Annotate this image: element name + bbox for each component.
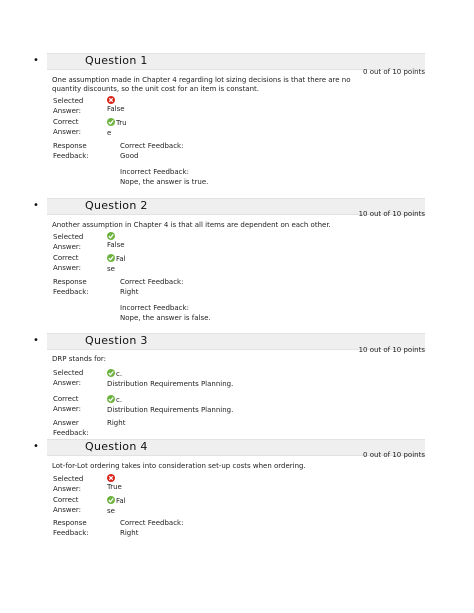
- correct-feedback-label: Correct Feedback:: [120, 519, 184, 527]
- incorrect-icon: [107, 96, 115, 104]
- question-title: Question 1: [85, 54, 148, 67]
- bullet: •: [33, 55, 39, 66]
- question-title: Question 3: [85, 334, 148, 347]
- selected-answer: [107, 232, 125, 251]
- selected-answer-value: True: [107, 483, 122, 491]
- answer-feedback-label: Answer Feedback:: [53, 419, 89, 437]
- incorrect-feedback: Nope, the answer is true.: [120, 177, 209, 186]
- correct-icon: [107, 118, 115, 126]
- question-title: Question 2: [85, 199, 148, 212]
- correct-answer-value: True: [107, 119, 127, 137]
- response-feedback-label: Response Feedback:: [53, 519, 89, 537]
- correct-answer: [107, 118, 129, 138]
- selected-answer-value: False: [107, 105, 125, 113]
- correct-icon: [107, 254, 115, 262]
- bullet: •: [33, 441, 39, 452]
- correct-feedback: Good: [120, 151, 139, 160]
- correct-icon: [107, 496, 115, 504]
- question-text: Lot-for-Lot ordering takes into consideration set-up costs when ordering.: [52, 462, 306, 470]
- question-points: 0 out of 10 points: [363, 451, 425, 459]
- correct-icon: [107, 395, 115, 403]
- question-points: 10 out of 10 points: [358, 210, 425, 218]
- correct-answer-label: Correct Answer:: [53, 395, 82, 413]
- selected-answer: [107, 96, 125, 115]
- selected-answer-label: Selected Answer:: [53, 369, 84, 387]
- correct-feedback-label: Correct Feedback:: [120, 142, 184, 150]
- selected-answer: [107, 369, 357, 389]
- selected-answer: [107, 474, 122, 493]
- correct-answer-letter: c.: [116, 396, 123, 404]
- response-feedback: [120, 278, 370, 323]
- question-text: DRP stands for:: [52, 355, 106, 363]
- selected-answer-label: Selected Answer:: [53, 97, 84, 115]
- incorrect-feedback: Nope, the answer is false.: [120, 313, 211, 322]
- selected-answer-label: Selected Answer:: [53, 475, 84, 493]
- correct-answer-value: Distribution Requirements Planning.: [107, 405, 234, 414]
- correct-answer: [107, 496, 129, 516]
- correct-icon: [107, 232, 115, 240]
- selected-answer-label: Selected Answer:: [53, 233, 84, 251]
- response-feedback-label: Response Feedback:: [53, 278, 89, 296]
- incorrect-feedback-label: Incorrect Feedback:: [120, 168, 189, 176]
- question-points: 10 out of 10 points: [358, 346, 425, 354]
- correct-answer-label: Correct Answer:: [53, 118, 82, 136]
- bullet: •: [33, 335, 39, 346]
- correct-answer-value: False: [107, 255, 126, 273]
- selected-answer-value: False: [107, 241, 125, 249]
- correct-answer-label: Correct Answer:: [53, 254, 82, 272]
- selected-answer-value: Distribution Requirements Planning.: [107, 379, 234, 388]
- correct-feedback: Right: [120, 287, 139, 296]
- correct-feedback-label: Correct Feedback:: [120, 278, 184, 286]
- correct-answer-value: False: [107, 497, 126, 515]
- correct-answer-label: Correct Answer:: [53, 496, 82, 514]
- selected-answer-letter: c.: [116, 370, 123, 378]
- answer-feedback: Right: [107, 419, 126, 427]
- bullet: •: [33, 200, 39, 211]
- question-text: Another assumption in Chapter 4 is that all items are dependent on each other.: [52, 221, 331, 229]
- correct-answer: [107, 254, 129, 274]
- correct-feedback: Right: [120, 528, 139, 537]
- question-text: One assumption made in Chapter 4 regarding lot sizing decisions is that there are no quantity discounts, so the unit cost for an item is constant.: [52, 76, 351, 93]
- correct-icon: [107, 369, 115, 377]
- response-feedback-label: Response Feedback:: [53, 142, 89, 160]
- incorrect-icon: [107, 474, 115, 482]
- response-feedback: [120, 142, 370, 187]
- correct-answer: [107, 395, 357, 415]
- question-title: Question 4: [85, 440, 148, 453]
- response-feedback: [120, 519, 370, 538]
- question-points: 0 out of 10 points: [363, 68, 425, 76]
- incorrect-feedback-label: Incorrect Feedback:: [120, 304, 189, 312]
